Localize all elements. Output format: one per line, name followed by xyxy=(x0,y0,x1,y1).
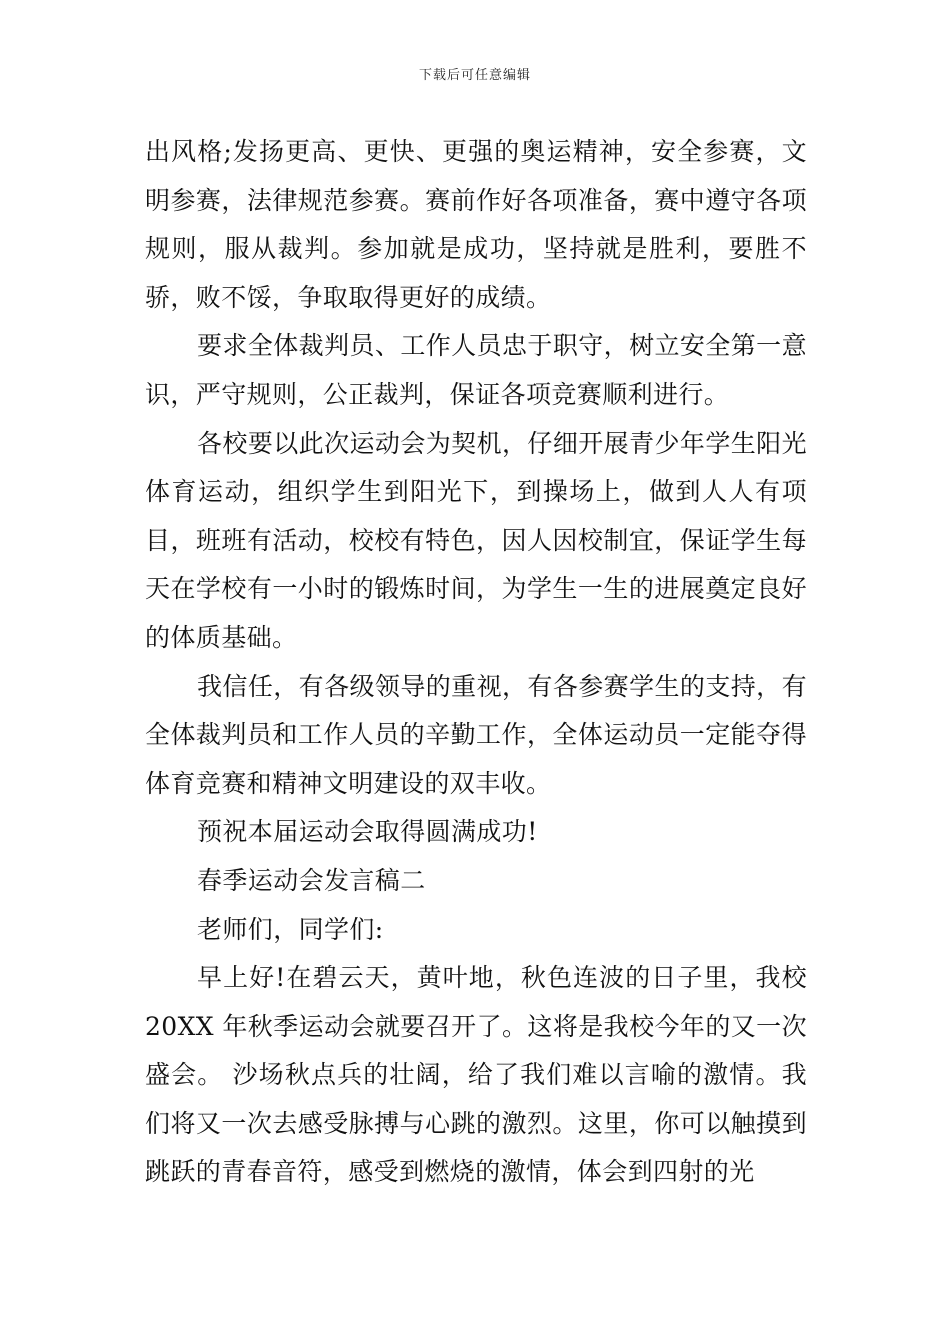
paragraph-wish: 预祝本届运动会取得圆满成功! xyxy=(197,817,538,847)
section-heading: 春季运动会发言稿二 xyxy=(197,865,426,895)
paragraph-continuation: 出风格;发扬更高、更快、更强的奥运精神，安全参赛，文明参赛，法律规范参赛。赛前作好各项准备，赛中遵守各项规则，服从裁判。参加就是成功，坚持就是胜利，要胜不骄，败不馁，争取取得更好的成绩。 xyxy=(145,137,807,312)
paragraph-referees: 要求全体裁判员、工作人员忠于职守，树立安全第一意识，严守规则，公正裁判，保证各项竞赛顺利进行。 xyxy=(145,331,807,409)
header-note: 下载后可任意编辑 xyxy=(418,68,531,83)
paragraph-opening: 早上好!在碧云天，黄叶地，秋色连波的日子里，我校20XX 年秋季运动会就要召开了。这将是我校今年的又一次盛会。 沙场秋点兵的壮阔，给了我们难以言喻的激情。我们将又一次去感受脉搏与心跳的激烈。这里，你可以触摸到跳跃的青春音符，感受到燃烧的激情，体会到四射的光 xyxy=(145,963,807,1187)
paragraph-schools: 各校要以此次运动会为契机，仔细开展青少年学生阳光体育运动，组织学生到阳光下，到操场上，做到人人有项目，班班有活动，校校有特色，因人因校制宜，保证学生每天在学校有一小时的锻炼时间，为学生一生的进展奠定良好的体质基础。 xyxy=(145,428,807,652)
paragraph-greeting: 老师们，同学们: xyxy=(197,914,384,944)
body-text xyxy=(145,128,807,1197)
paragraph-trust: 我信任，有各级领导的重视，有各参赛学生的支持，有全体裁判员和工作人员的辛勤工作，全体运动员一定能夺得体育竞赛和精神文明建设的双丰收。 xyxy=(145,671,807,798)
